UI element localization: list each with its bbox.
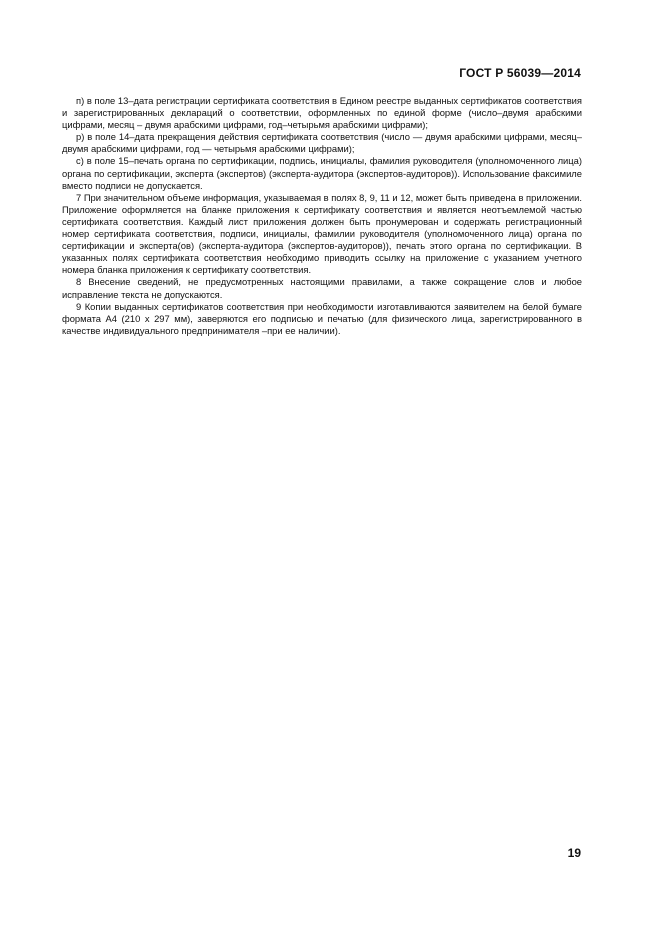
paragraph-item-s: с) в поле 15–печать органа по сертификации, подпись, инициалы, фамилия руководителя (уполномоченного лица) органа по сертификации, эксперта (экспертов) (эксперта-аудитора (экспертов-аудиторов)). Использование факсимиле вместо подписи не допускается. — [62, 155, 582, 191]
document-body — [62, 95, 582, 337]
paragraph-clause-8: 8 Внесение сведений, не предусмотренных настоящими правилами, а также сокращение слов и любое исправление текста не допускаются. — [62, 276, 582, 300]
paragraph-clause-9: 9 Копии выданных сертификатов соответствия при необходимости изготавливаются заявителем на белой бумаге формата А4 (210 х 297 мм), заверяются его подписью и печатью (для физического лица, зарегистрированного в качестве индивидуального предпринимателя –при ее наличии). — [62, 300, 582, 336]
paragraph-clause-7: 7 При значительном объеме информация, указываемая в полях 8, 9, 11 и 12, может быть приведена в приложении. Приложение оформляется на бланке приложения к сертификату соответствия и является неотъемлемой частью сертификата соответствия. Каждый лист приложения должен быть пронумерован и содержать регистрационный номер сертификата соответствия, подписи, инициалы, фамилии руководителя (уполномоченного лица) органа по сертификации и эксперта(ов) (эксперта-аудитора (экспертов-аудиторов)), печать этого органа по сертификации. В указанных полях сертификата соответствия необходимо приводить ссылку на приложение с указанием учетного номера бланка приложения к сертификату соответствия. — [62, 191, 582, 276]
document-header — [459, 66, 581, 80]
page-number: 19 — [567, 846, 581, 860]
paragraph-item-r: р) в поле 14–дата прекращения действия сертификата соответствия (число — двумя арабскими цифрами, месяц–двумя арабскими цифрами, год — четырьмя арабскими цифрами); — [62, 131, 582, 155]
standard-id: ГОСТ Р 56039—2014 — [459, 66, 581, 80]
paragraph-item-n: п) в поле 13–дата регистрации сертификата соответствия в Едином реестре выданных сертификатов соответствия и зарегистрированных деклараций о соответствии, оформленных по единой форме (число–двумя арабскими цифрами, месяц – двумя арабскими цифрами, год–четырьмя арабскими цифрами); — [62, 95, 582, 131]
